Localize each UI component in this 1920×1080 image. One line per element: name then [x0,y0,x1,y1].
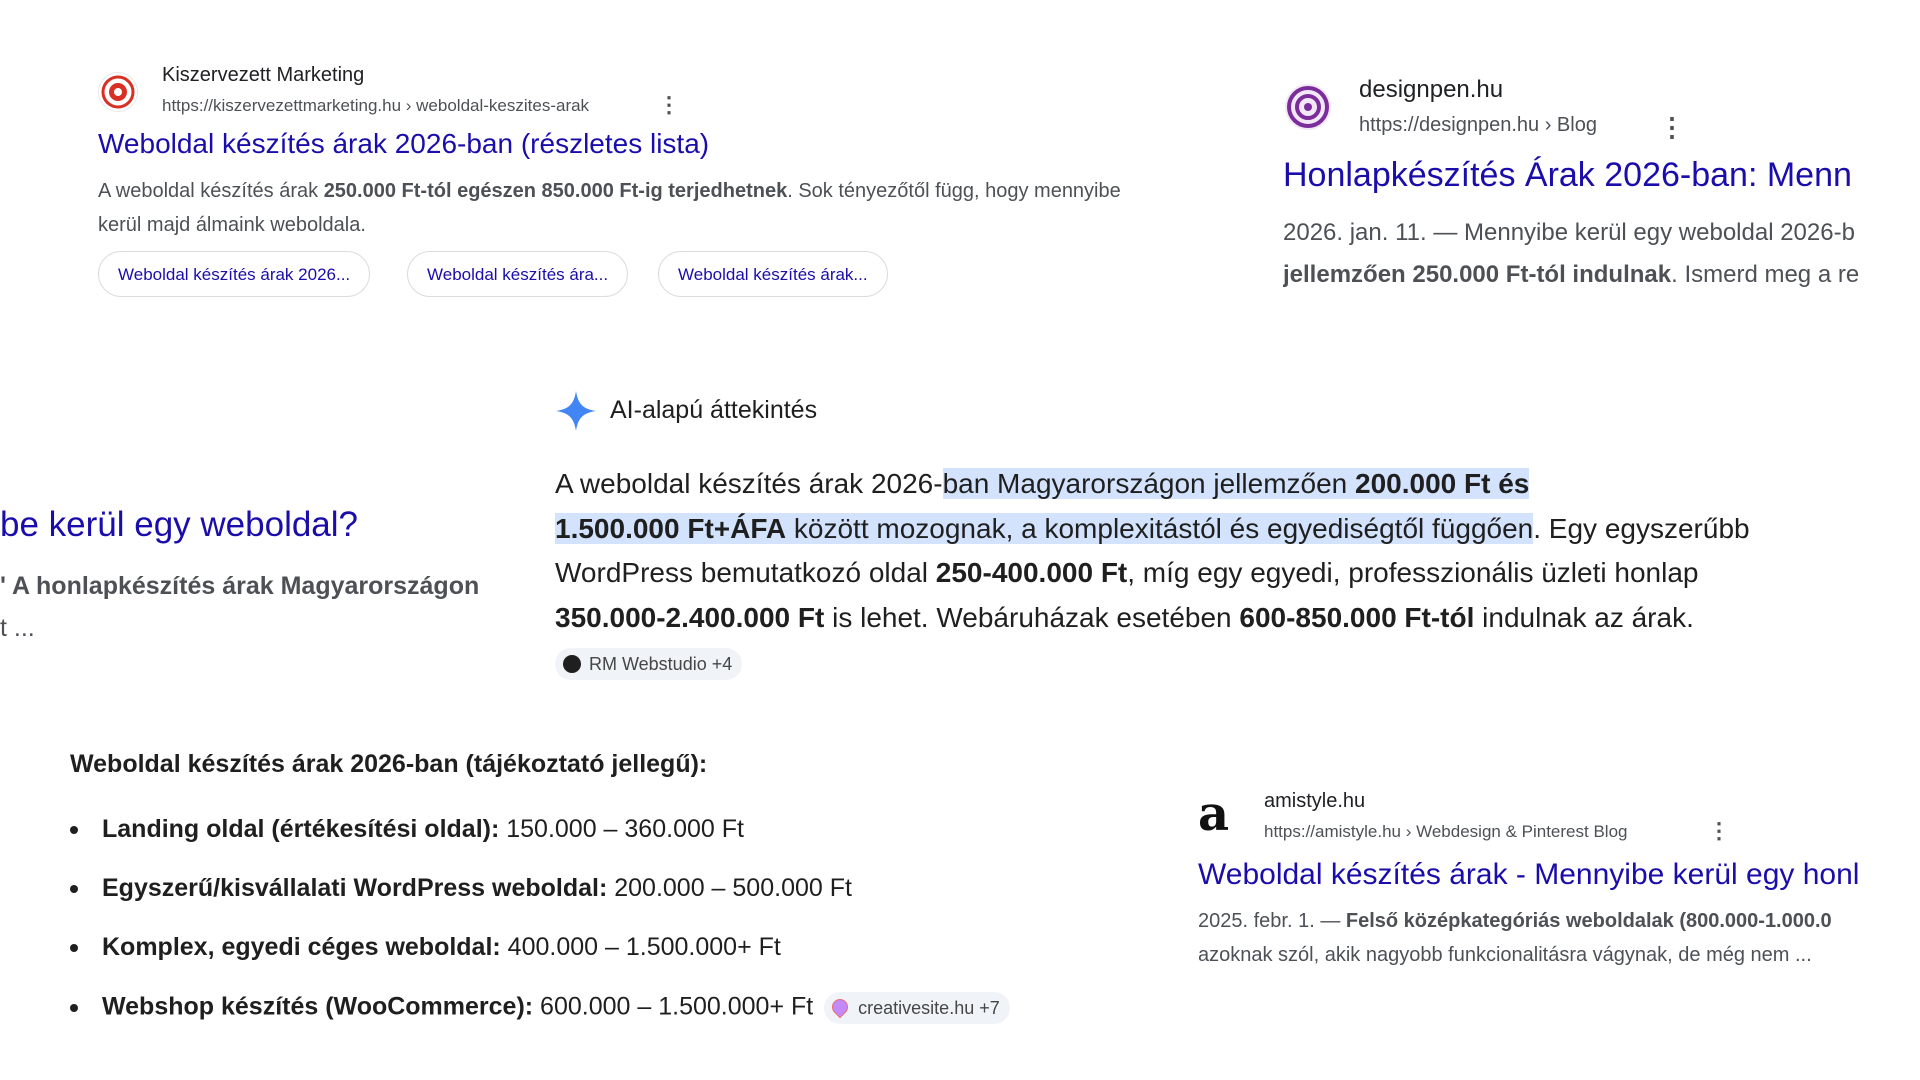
rm-webstudio-icon [563,655,581,673]
result-snippet: ' A honlapkészítés árak Magyarországon t ... [0,572,480,642]
result-amistyle [1198,790,1920,980]
result-title-link[interactable]: Weboldal készítés árak - Mennyibe kerül egy honl [1198,858,1860,891]
ai-overview-text: A weboldal készítés árak 2026-ban Magyarországon jellemzően 200.000 Ft és 1.500.000 Ft+ÁFA között mozognak, a komplexitástól és egyediségtől függően. Egy egyszerűbb WordPress bemutatkozó oldal 250-400.000 Ft, míg egy egyedi, professzionális üzleti honlap 350.000-2.400.000 Ft is lehet. Webáruházak esetében 600-850.000 Ft-tól indulnak az árak. RM Webstudio +4 [555,462,1755,685]
result-title-link[interactable]: be kerül egy weboldal? [0,505,359,544]
sitelink-chip-3[interactable]: Weboldal készítés árak... [658,251,888,297]
amistyle-favicon[interactable]: a [1198,790,1230,842]
result-snippet: 2025. febr. 1. — Felső középkategóriás weboldalak (800.000-1.000.0 azoknak szól, akik nagyobb funkcionalitásra vágynak, de még nem ... [1198,910,1832,966]
kiszervezett-favicon[interactable] [98,72,138,112]
list-item: Webshop készítés (WooCommerce): 600.000 – 1.500.000+ Ft creativesite.hu +7 [70,992,1010,1024]
site-url[interactable]: https://kiszervezettmarketing.hu › weboldal-keszites-arak [162,96,590,115]
source-chip[interactable]: creativesite.hu +7 [824,992,1010,1024]
result-snippet: A weboldal készítés árak 250.000 Ft-tól egészen 850.000 Ft-ig terjedhetnek. Sok tényezőtől függ, hogy mennyibe kerül majd álmaink weboldala. [98,180,1121,236]
ai-overview-title: AI-alapú áttekintés [610,396,818,424]
designpen-favicon[interactable] [1283,82,1333,132]
highlighted-text: ban Magyarországon jellemzően 200.000 Ft és 1.500.000 Ft+ÁFA között mozognak, a komplexitástól és egyediségtől függően [555,468,1534,544]
result-cropped-left [0,505,530,655]
list-item: Landing oldal (értékesítési oldal): 150.000 – 360.000 Ft [70,815,744,844]
site-url[interactable]: https://amistyle.hu › Webdesign & Pinterest Blog [1264,822,1628,841]
result-title-link[interactable]: Weboldal készítés árak 2026-ban (részletes lista) [98,128,710,159]
result-title-link[interactable]: Honlapkészítés Árak 2026-ban: Menn [1283,156,1852,194]
price-list-heading: Weboldal készítés árak 2026-ban (tájékoztató jellegű): [70,750,708,778]
sitelink-chip-2[interactable]: Weboldal készítés ára... [407,251,628,297]
sitelink-chip-1[interactable]: Weboldal készítés árak 2026... [98,251,370,297]
list-item: Egyszerű/kisvállalati WordPress weboldal: 200.000 – 500.000 Ft [70,874,852,903]
result-designpen [1283,76,1920,296]
more-options-icon[interactable]: ⋮ [658,92,680,117]
list-item: Komplex, egyedi céges weboldal: 400.000 – 1.500.000+ Ft [70,933,781,962]
more-options-icon[interactable]: ⋮ [1659,112,1685,142]
sparkle-icon [555,390,597,432]
more-options-icon[interactable]: ⋮ [1708,818,1730,843]
site-url[interactable]: https://designpen.hu › Blog [1359,114,1597,136]
target-icon [1283,82,1333,132]
site-name[interactable]: amistyle.hu [1264,790,1366,812]
megaphone-icon [99,73,137,111]
site-name[interactable]: designpen.hu [1359,76,1504,103]
result-snippet: 2026. jan. 11. — Mennyibe kerül egy weboldal 2026-b jellemzően 250.000 Ft-tól indulnak. Ismerd meg a re [1283,219,1860,288]
location-pin-icon [829,996,852,1019]
source-chip[interactable]: RM Webstudio +4 [555,648,742,680]
site-name[interactable]: Kiszervezett Marketing [162,64,365,86]
